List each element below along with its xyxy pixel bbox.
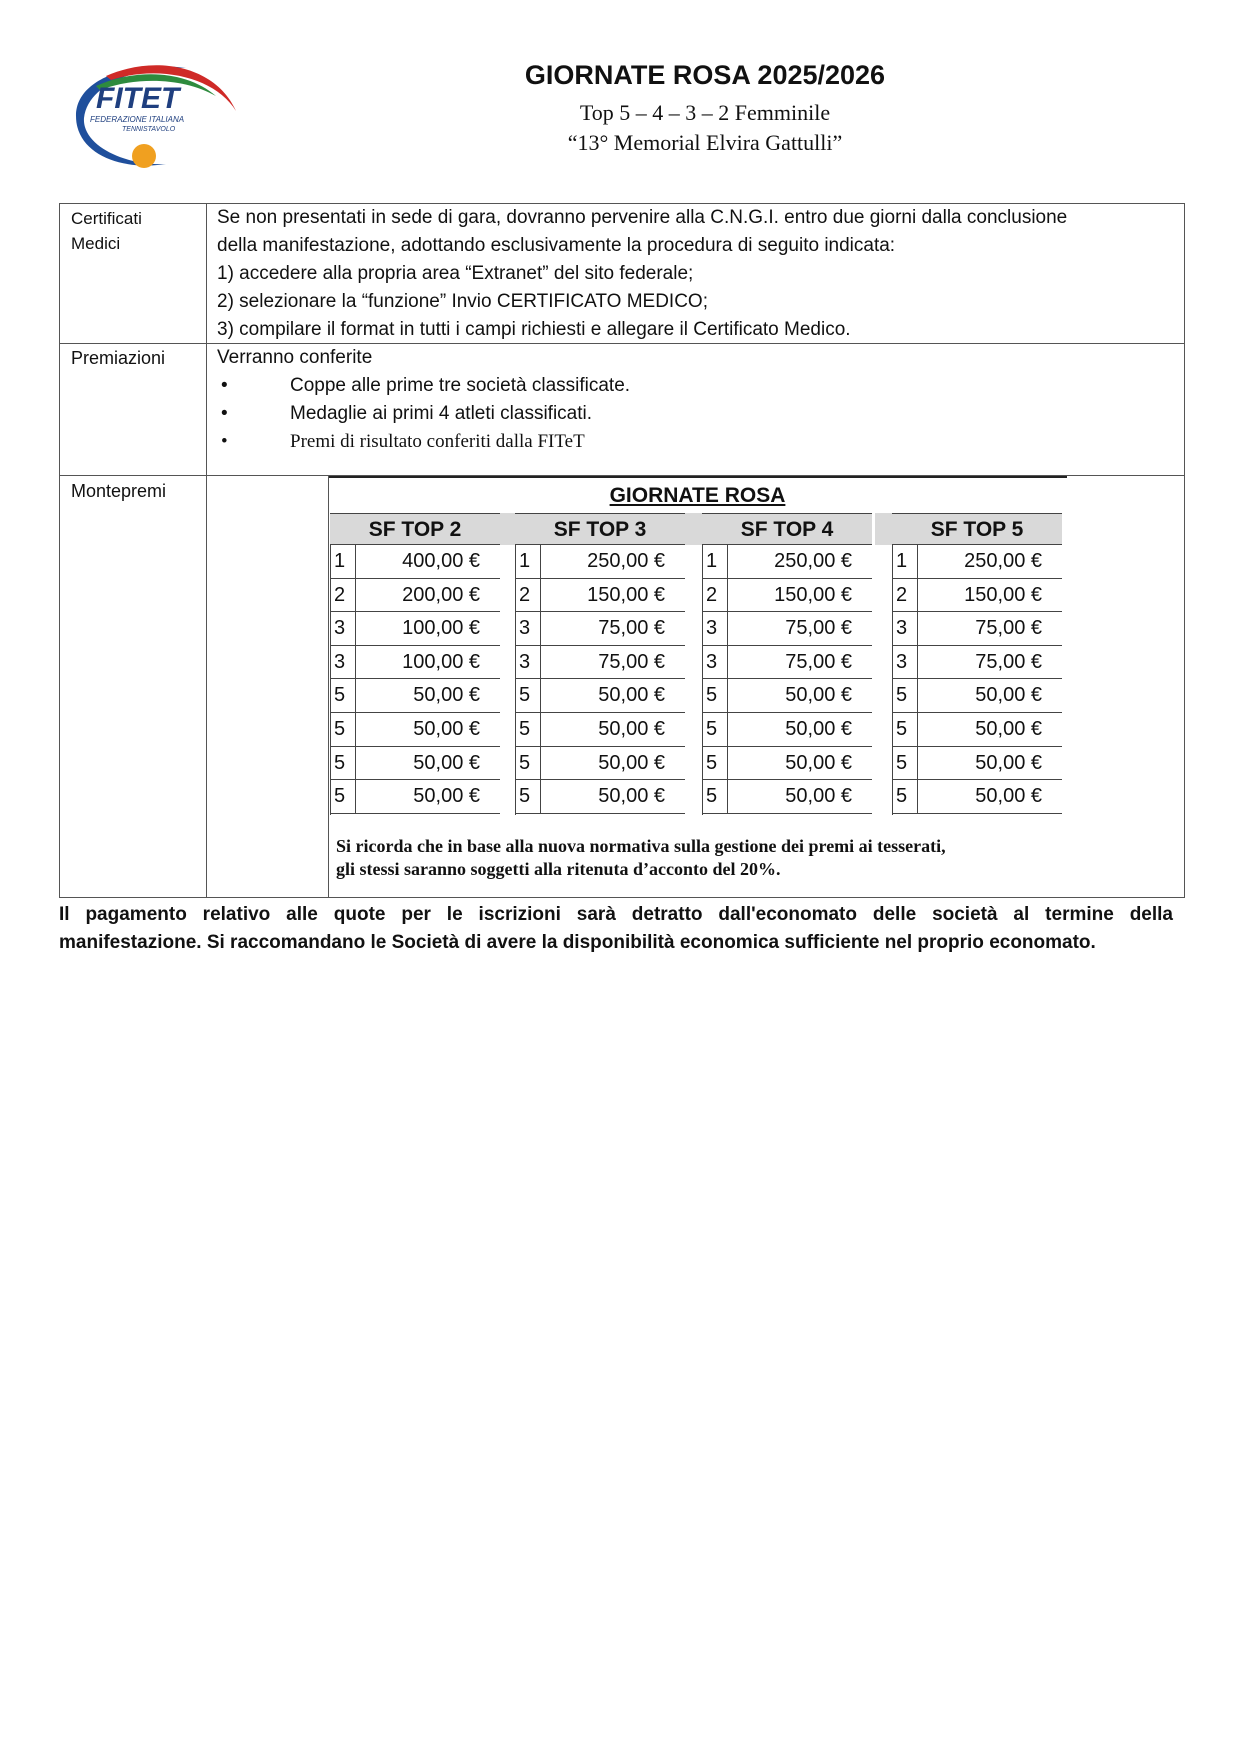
table-row [515, 579, 685, 613]
prize-rank: 5 [334, 751, 346, 774]
table-row [330, 612, 500, 646]
prize-amount: 200,00 € [402, 583, 480, 606]
prize-rank: 5 [334, 785, 346, 808]
table-row [515, 780, 685, 814]
prize-rank: 5 [896, 785, 908, 808]
prize-amount: 75,00 € [975, 650, 1042, 673]
prize-rank: 5 [896, 717, 908, 740]
table-row [330, 713, 500, 747]
premiazioni-label: Premiazioni [71, 348, 166, 368]
prize-rank: 1 [334, 550, 346, 572]
prize-amount: 150,00 € [964, 583, 1042, 606]
prize-rank: 5 [519, 751, 531, 774]
table-row [330, 545, 500, 579]
prize-rank: 5 [334, 684, 346, 707]
prize-amount: 50,00 € [975, 751, 1042, 774]
table-row [515, 679, 685, 713]
prize-rank: 3 [334, 650, 346, 673]
withholding-note: Si ricorda che in base alla nuova normativa sulla gestione dei premi ai tesserati, gli stessi saranno soggetti alla ritenuta d’acconto del 20%. [336, 836, 946, 879]
table-row [892, 679, 1062, 713]
prize-amount: 250,00 € [774, 550, 852, 572]
prize-table-title: GIORNATE ROSA [609, 484, 786, 507]
prize-rank: 3 [334, 617, 346, 640]
table-row [515, 747, 685, 781]
table-row [515, 612, 685, 646]
list-item: • Premi di risultato conferiti dalla FITeT [221, 431, 585, 452]
prize-amount: 400,00 € [402, 550, 480, 572]
prize-amount: 250,00 € [587, 550, 665, 572]
prize-amount: 75,00 € [598, 617, 665, 640]
table-row [892, 612, 1062, 646]
prize-column-header: SF TOP 2 [330, 513, 500, 545]
prize-amount: 50,00 € [413, 684, 480, 707]
table-row [702, 713, 872, 747]
prize-amount: 75,00 € [975, 617, 1042, 640]
table-row [515, 545, 685, 579]
table-row [515, 646, 685, 680]
prize-rank: 3 [706, 617, 718, 640]
document-subtitle-categories: Top 5 – 4 – 3 – 2 Femminile [579, 100, 831, 125]
prize-rank: 2 [519, 583, 531, 606]
table-row [330, 747, 500, 781]
prize-amount: 50,00 € [785, 751, 852, 774]
prize-amount: 50,00 € [785, 684, 852, 707]
prize-amount: 50,00 € [413, 751, 480, 774]
prize-rank: 1 [519, 550, 531, 572]
table-row [702, 545, 872, 579]
table-row [702, 612, 872, 646]
list-item: • Medaglie ai primi 4 atleti classificati. [221, 403, 593, 424]
prize-rank: 3 [896, 617, 908, 640]
prize-rank: 5 [519, 717, 531, 740]
prize-rank: 1 [706, 550, 718, 572]
prize-amount: 50,00 € [785, 717, 852, 740]
prize-column [330, 513, 500, 814]
svg-text:FITET: FITET [96, 82, 180, 115]
montepremi-label: Montepremi [71, 481, 167, 501]
svg-text:TENNISTAVOLO: TENNISTAVOLO [122, 126, 176, 133]
prize-amount: 50,00 € [413, 785, 480, 808]
prize-amount: 100,00 € [402, 617, 480, 640]
table-row [892, 780, 1062, 814]
table-row [702, 579, 872, 613]
table-row [892, 747, 1062, 781]
prize-amount: 50,00 € [975, 684, 1042, 707]
prize-column-header: SF TOP 4 [702, 513, 872, 545]
table-row [702, 747, 872, 781]
table-row [330, 679, 500, 713]
prize-amount: 50,00 € [598, 785, 665, 808]
table-row [892, 545, 1062, 579]
prize-rank: 2 [334, 583, 346, 606]
info-table [59, 203, 1185, 898]
prize-amount: 50,00 € [785, 785, 852, 808]
fitet-logo [66, 56, 238, 174]
prize-rank: 3 [706, 650, 718, 673]
prize-amount: 50,00 € [975, 785, 1042, 808]
prize-rank: 5 [519, 785, 531, 808]
table-row [702, 679, 872, 713]
prize-amount: 100,00 € [402, 650, 480, 673]
prize-column-header: SF TOP 3 [515, 513, 685, 545]
prize-rank: 3 [519, 617, 531, 640]
prize-rank: 5 [334, 717, 346, 740]
prize-rank: 5 [896, 684, 908, 707]
prize-amount: 250,00 € [964, 550, 1042, 572]
table-row [702, 780, 872, 814]
prize-rank: 1 [896, 550, 908, 572]
table-row [330, 579, 500, 613]
payment-note: Il pagamento relativo alle quote per le iscrizioni sarà detratto dall'economato delle società al termine della manifestazione. Si raccomandano le Società di avere la disponibilità economica sufficiente nel proprio economato. [59, 904, 1173, 953]
prize-rank: 5 [706, 785, 718, 808]
table-row [702, 646, 872, 680]
certificati-label: Certificati Medici [71, 209, 142, 253]
prize-amount: 50,00 € [598, 684, 665, 707]
table-row [892, 646, 1062, 680]
fitet-logo-graphic [66, 56, 238, 174]
prize-amount: 150,00 € [774, 583, 852, 606]
prize-rank: 3 [896, 650, 908, 673]
prize-rank: 5 [519, 684, 531, 707]
premiazioni-text: Verranno conferite • Coppe alle prime tre società classificate. • Medaglie ai primi 4 atleti classificati. • Premi di risultato conferiti dalla FITeT [217, 344, 1154, 456]
list-item: • Coppe alle prime tre società classificate. [221, 375, 631, 396]
prize-rank: 5 [706, 684, 718, 707]
table-row [892, 579, 1062, 613]
document-title: GIORNATE ROSA 2025/2026 [524, 60, 886, 90]
prize-table [328, 476, 1067, 898]
prize-amount: 50,00 € [598, 717, 665, 740]
prize-amount: 50,00 € [413, 717, 480, 740]
document-subtitle-memorial: “13° Memorial Elvira Gattulli” [567, 130, 843, 155]
prize-amount: 50,00 € [975, 717, 1042, 740]
prize-rank: 2 [896, 583, 908, 606]
prize-amount: 50,00 € [598, 751, 665, 774]
table-row [892, 713, 1062, 747]
prize-amount: 75,00 € [785, 617, 852, 640]
table-row [330, 780, 500, 814]
prize-rank: 5 [706, 717, 718, 740]
table-column-divider [206, 204, 207, 897]
prize-column [892, 513, 1062, 814]
prize-column [515, 513, 685, 814]
prize-column [702, 513, 872, 814]
prize-rank: 5 [706, 751, 718, 774]
table-row [515, 713, 685, 747]
prize-rank: 5 [896, 751, 908, 774]
svg-text:FEDERAZIONE ITALIANA: FEDERAZIONE ITALIANA [90, 115, 185, 124]
prize-amount: 75,00 € [785, 650, 852, 673]
prize-rank: 2 [706, 583, 718, 606]
prize-rank: 3 [519, 650, 531, 673]
prize-amount: 150,00 € [587, 583, 665, 606]
prize-amount: 75,00 € [598, 650, 665, 673]
certificati-text: Se non presentati in sede di gara, dovranno pervenire alla C.N.G.I. entro due giorni dalla conclusione della manifestazione, adottando esclusivamente la procedura di seguito indicata: 1) accedere alla propria area “Extranet” del sito federale; 2) selezionare la “funzione” Invio CERTIFICATO MEDICO; 3) compilare il format in tutti i campi richiesti e allegare il Certificato Medico. [217, 207, 1068, 340]
table-row [330, 646, 500, 680]
prize-column-header: SF TOP 5 [892, 513, 1062, 545]
